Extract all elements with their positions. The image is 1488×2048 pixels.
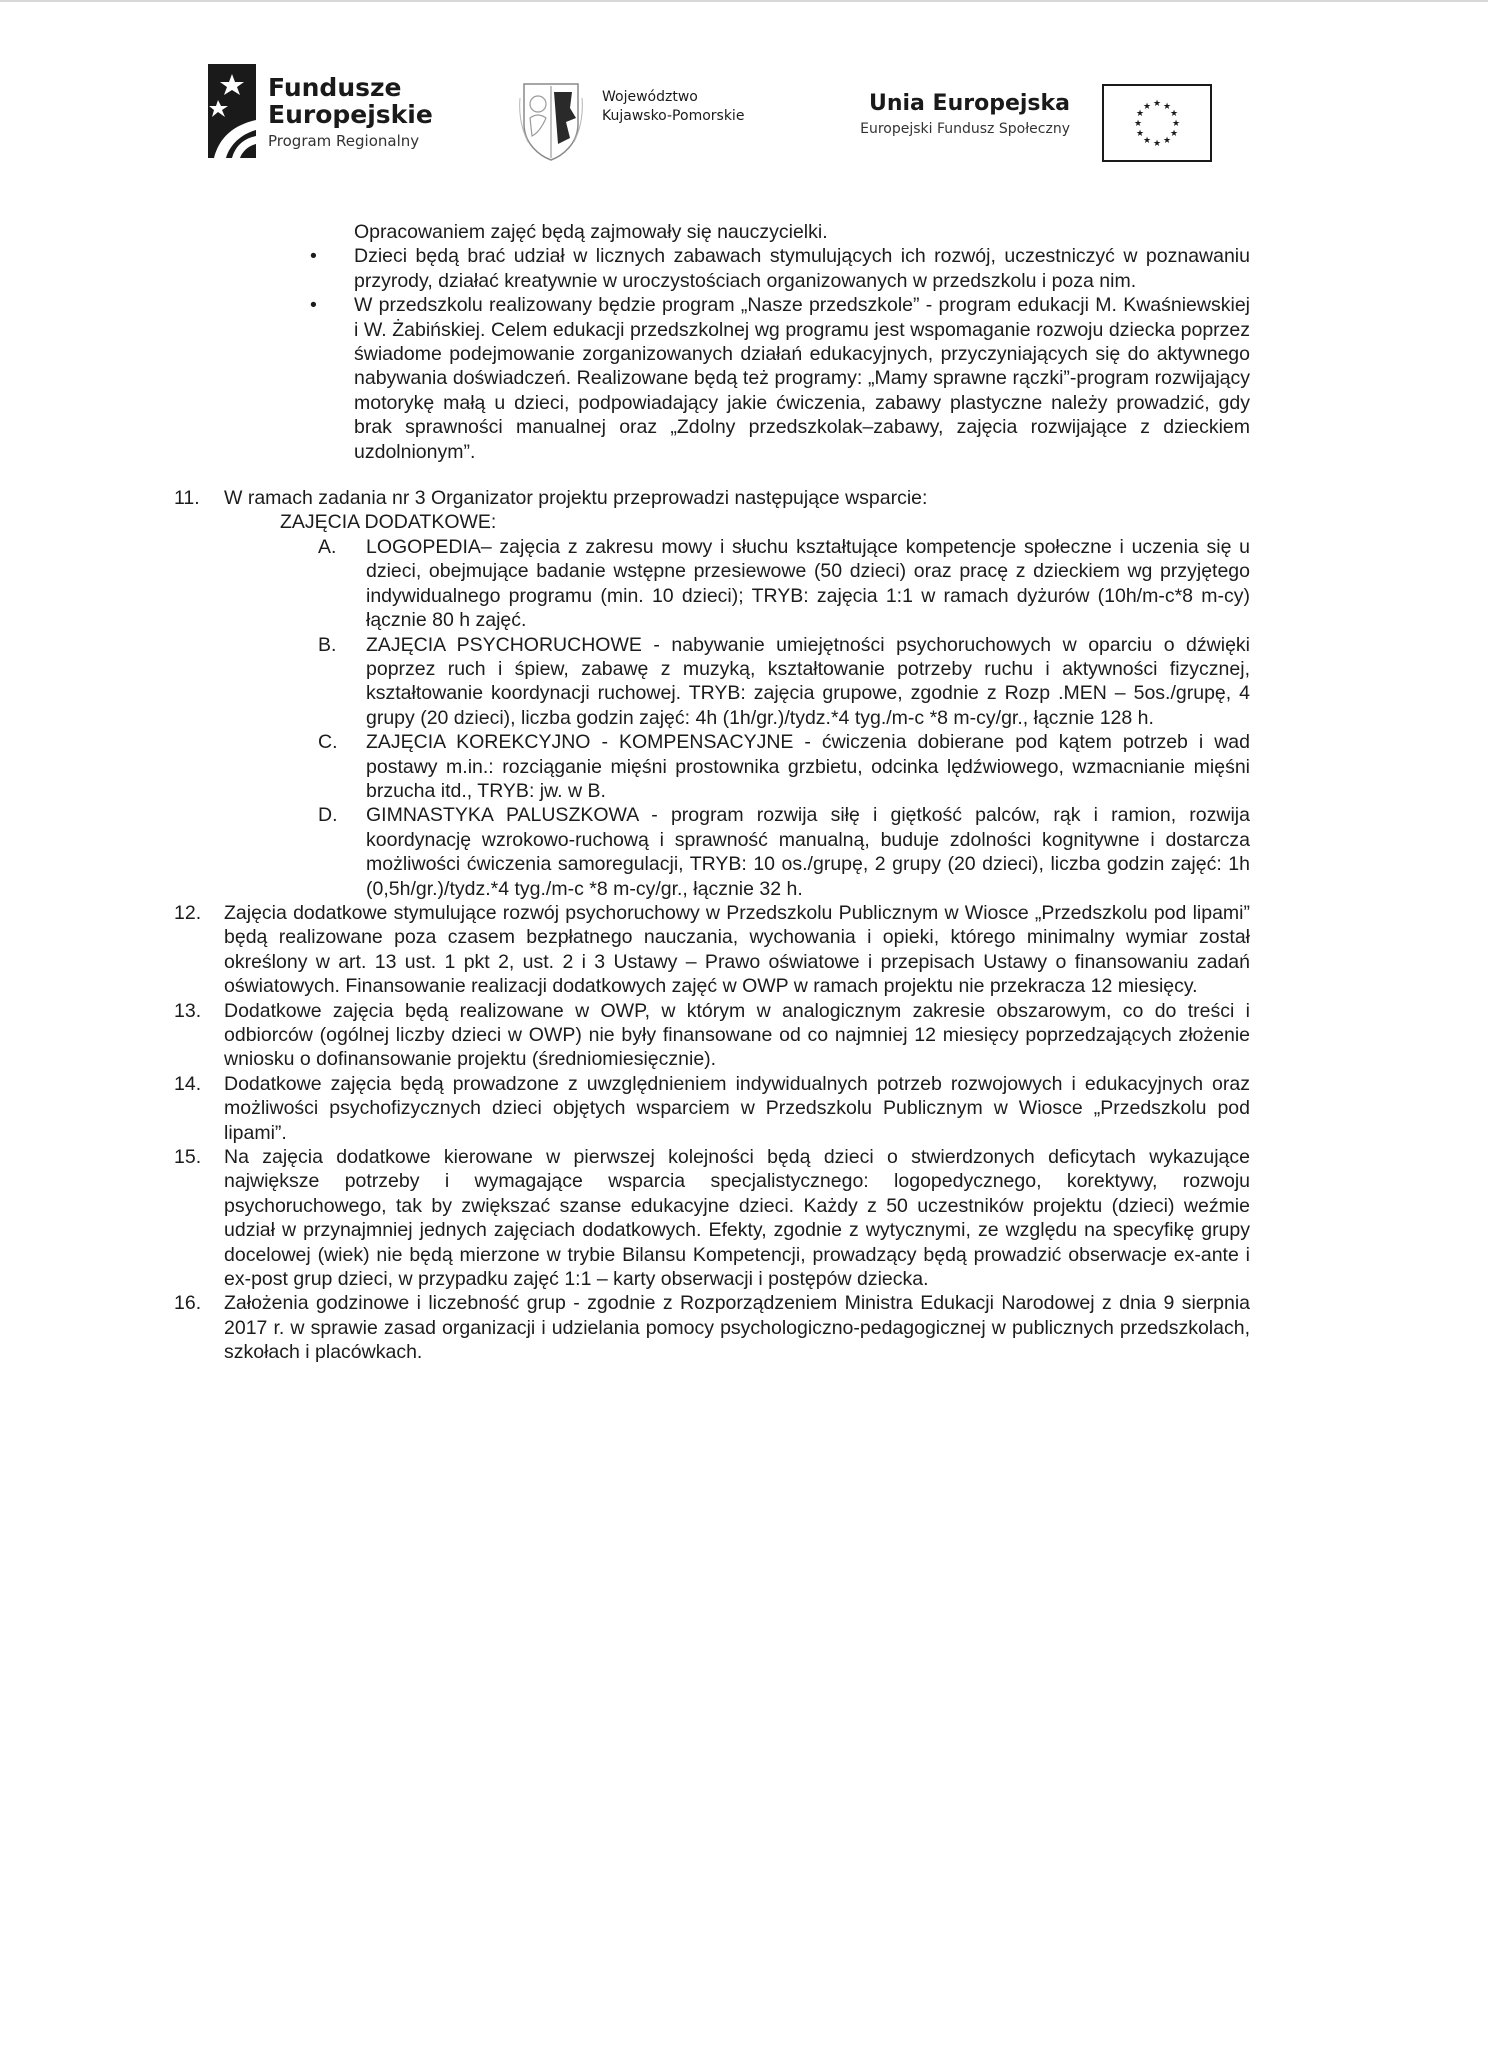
sub-item-a xyxy=(170,535,1250,633)
sub-item-c xyxy=(170,730,1250,803)
ue-title: Unia Europejska xyxy=(868,91,1070,116)
kp-crest-icon xyxy=(518,78,584,162)
item-number: 12. xyxy=(174,901,202,924)
item-number: 15. xyxy=(174,1146,202,1169)
bullet-text: Dzieci będą brać udział w licznych zabawach stymulujących ich rozwój, uczestniczyć w poznawaniu przyrody, działać kreatywnie w uroczystościach organizowanych w przedszkolu i poza nim. xyxy=(354,245,1250,292)
svg-text:★: ★ xyxy=(1135,109,1145,119)
fe-subtitle: Program Regionalny xyxy=(268,132,420,150)
numbered-item-11 xyxy=(170,486,1250,510)
logo-bar xyxy=(0,50,1488,170)
intro-line: Opracowaniem zajęć będą zajmowały się nauczycielki. xyxy=(354,221,828,243)
svg-text:★: ★ xyxy=(1135,129,1145,139)
sub-item-letter: C. xyxy=(318,731,338,754)
sub-item-text: ZAJĘCIA PSYCHORUCHOWE - nabywanie umiejętności psychoruchowych w oparciu o dźwięki poprzez ruch i śpiew, zabawę z muzyką, kształtowanie potrzeby ruchu i aktywności fizycznej, kształtowanie koordynacji ruchowej. TRYB: zajęcia grupowe, zgodnie z Rozp .MEN – 5os./grupę, 4 grupy (20 dzieci), liczba godzin zajęć: 4h (1h/gr.)/tydz.*4 tyg./m-c *8 m-cy/gr., łącznie 128 h. xyxy=(366,633,1250,729)
sub-item-text: GIMNASTYKA PALUSZKOWA - program rozwija siłę i giętkość palców, rąk i ramion, rozwija koordynację wzrokowo-ruchową i sprawność manualną, buduje zdolności kognitywne i dostarcza możliwości ćwiczenia samoregulacji, TRYB: 10 os./grupę, 2 grupy (20 dzieci), liczba godzin zajęć: 1h (0,5h/gr.)/tydz.*4 tyg./m-c *8 m-cy/gr., łącznie 32 h. xyxy=(366,804,1250,900)
fe-logo-mark-icon xyxy=(208,64,256,158)
item-number: 13. xyxy=(174,999,202,1022)
unia-europejska-logo xyxy=(840,84,1220,174)
document-body xyxy=(170,220,1250,1365)
svg-text:★: ★ xyxy=(1162,136,1172,146)
sub-item-letter: D. xyxy=(318,804,338,827)
item-text: Dodatkowe zajęcia będą prowadzone z uwzględnieniem indywidualnych potrzeb rozwojowych i edukacyjnych oraz możliwości psychofizycznych dzieci objętych wsparciem w Przedszkolu Publicznym w Wiosce „Przedszkolu pod lipami”. xyxy=(224,1072,1250,1144)
fundusze-europejskie-logo xyxy=(208,64,478,164)
sub-item-d xyxy=(170,803,1250,901)
sub-item-letter: B. xyxy=(318,633,337,656)
svg-text:★: ★ xyxy=(1152,99,1162,109)
sub-item-letter: A. xyxy=(318,535,337,558)
numbered-item-13 xyxy=(170,999,1250,1072)
item-number: 14. xyxy=(174,1072,202,1095)
svg-text:★: ★ xyxy=(1171,119,1181,129)
section-heading: ZAJĘCIA DODATKOWE: xyxy=(280,511,497,534)
numbered-item-12 xyxy=(170,901,1250,999)
eu-flag-icon xyxy=(1102,84,1212,162)
item-number: 11. xyxy=(174,487,200,510)
numbered-item-16 xyxy=(170,1291,1250,1364)
item-text: Założenia godzinowe i liczebność grup - zgodnie z Rozporządzeniem Ministra Edukacji Narodowej z dnia 9 sierpnia 2017 r. w sprawie zasad organizacji i udzielania pomocy psychologiczno-pedagogicznej w publicznych przedszkolach, szkołach i placówkach. xyxy=(224,1292,1250,1364)
top-border xyxy=(0,0,1488,2)
svg-text:★: ★ xyxy=(1142,136,1152,146)
item-text: Zajęcia dodatkowe stymulujące rozwój psychoruchowy w Przedszkolu Publicznym w Wiosce „Przedszkolu pod lipami” będą realizowane poza czasem bezpłatnego nauczania, wychowania i opieki, którego minimalny wymiar został określony w art. 13 ust. 1 pkt 2, ust. 2 i 3 Ustawy – Prawo oświatowe i przepisach Ustawy o finansowaniu zadań oświatowych. Finansowanie realizacji dodatkowych zajęć w OWP w ramach projektu nie przekracza 12 miesięcy. xyxy=(224,901,1250,998)
svg-text:★: ★ xyxy=(1169,129,1179,139)
fe-title-line1: Fundusze xyxy=(268,73,402,102)
item-text: Na zajęcia dodatkowe kierowane w pierwszej kolejności będą dzieci o stwierdzonych deficytach wykazujące największe potrzeby i wymagające wsparcia specjalistycznego: logopedycznego, korektywy, rozwoju psychoruchowego, tak by zwiększać szanse edukacyjne dzieci. Każdy z 50 uczestników projektu (dzieci) weźmie udział w przynajmniej jednych zajęciach dodatkowych. Efekty, zgodnie z wytycznymi, ze względu na specyfikę grupy docelowej (wiek) nie będą mierzone w trybie Bilansu Kompetencji, prowadzący będą prowadzić obserwacje ex-ante i ex-post grup dzieci, w przypadku zajęć 1:1 – karty obserwacji i postępów dziecka. xyxy=(224,1146,1250,1291)
svg-text:★: ★ xyxy=(1133,119,1143,129)
numbered-item-15 xyxy=(170,1145,1250,1291)
bullet-item xyxy=(170,244,1250,293)
bullet-dot: • xyxy=(310,245,317,268)
ue-subtitle: Europejski Fundusz Społeczny xyxy=(860,121,1070,137)
kujawsko-pomorskie-logo xyxy=(518,78,768,178)
bullet-dot: • xyxy=(310,294,317,317)
svg-text:★: ★ xyxy=(1169,109,1179,119)
item-text: Dodatkowe zajęcia będą realizowane w OWP, w którym w analogicznym zakresie obszarowym, co do treści i odbiorców (ogólnej liczby dzieci w OWP) nie były finansowane od co najmniej 12 miesięcy poprzedzających złożenie wniosku o dofinansowanie projektu (średniomiesięcznie). xyxy=(224,999,1250,1071)
item-text: W ramach zadania nr 3 Organizator projektu przeprowadzi następujące wsparcie: xyxy=(224,487,928,510)
item-number: 16. xyxy=(174,1292,202,1315)
svg-text:★: ★ xyxy=(1152,139,1162,149)
kp-title-line1: Województwo xyxy=(602,89,698,105)
sub-item-text: ZAJĘCIA KOREKCYJNO - KOMPENSACYJNE - ćwiczenia dobierane pod kątem potrzeb i wad postawy m.in.: rozciąganie mięśni prostownika grzbietu, odcinka lędźwiowego, wzmacnianie mięśni brzucha itd., TRYB: jw. w B. xyxy=(366,731,1250,802)
bullet-text: W przedszkolu realizowany będzie program „Nasze przedszkole” - program edukacji M. Kwaśniewskiej i W. Żabińskiej. Celem edukacji przedszkolnej wg programu jest wspomaganie rozwoju dziecka poprzez świadome podejmowanie zorganizowanych działań edukacyjnych, przyczyniających się do aktywnego nabywania doświadczeń. Realizowane będą też programy: „Mamy sprawne rączki”-program rozwijający motorykę małą u dzieci, podpowiadający jakie ćwiczenia, zabawy plastyczne należy prowadzić, gdy brak sprawności manualnej oraz „Zdolny przedszkolak–zabawy, zajęcia rozwijające z dzieckiem uzdolnionym”. xyxy=(354,294,1250,463)
bullet-item xyxy=(170,293,1250,464)
sub-item-b xyxy=(170,633,1250,731)
fe-title-line2: Europejskie xyxy=(268,100,433,129)
numbered-item-14 xyxy=(170,1072,1250,1145)
kp-title-line2: Kujawsko-Pomorskie xyxy=(602,108,745,124)
svg-text:★: ★ xyxy=(1162,102,1172,112)
svg-text:★: ★ xyxy=(1142,102,1152,112)
sub-item-text: LOGOPEDIA– zajęcia z zakresu mowy i słuchu kształtujące kompetencje społeczne i uczenia się u dzieci, obejmujące badanie wstępne przesiewowe (50 dzieci) oraz pracę z dzieckiem wg przyjętego indywidualnego programu (min. 10 dzieci); TRYB: zajęcia 1:1 w ramach dyżurów (10h/m-c*8 m-cy) łącznie 80 h zajęć. xyxy=(366,535,1250,632)
